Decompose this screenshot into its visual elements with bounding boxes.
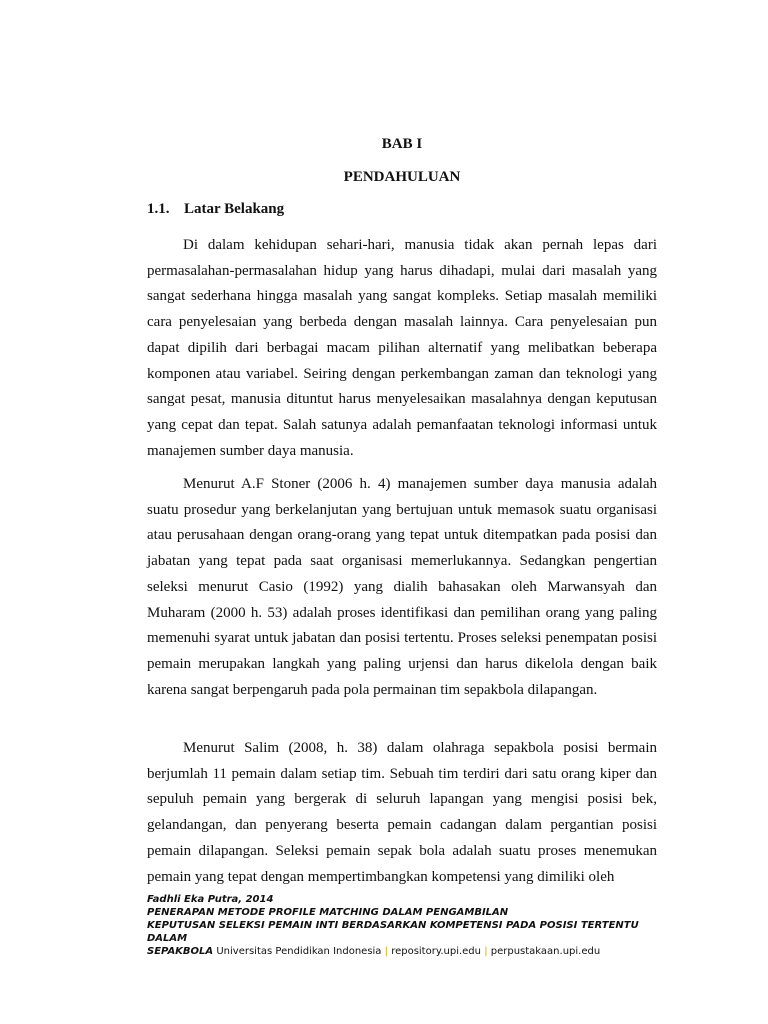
footer-separator-1: | [384, 946, 388, 957]
page-footer [147, 893, 667, 958]
section-number: 1.1. [147, 201, 170, 217]
footer-separator-2: | [484, 946, 488, 957]
footer-line-3 [147, 945, 667, 958]
paragraph-1: Di dalam kehidupan sehari-hari, manusia tidak akan pernah lepas dari permasalahan-permasalahan hidup yang harus dihadapi, mulai dari masalah yang sangat sederhana hingga masalah yang sangat kompleks. Setiap masalah memiliki cara penyelesaian yang berbeda dengan masalah lainnya. Cara penyelesaian pun dapat dipilih dari berbagai macam pilihan alternatif yang melibatkan beberapa komponen atau variabel. Seiring dengan perkembangan zaman dan teknologi yang sangat pesat, manusia dituntut harus menyelesaikan masalahnya dengan keputusan yang cepat dan tepat. Salah satunya adalah pemanfaatan teknologi informasi untuk manajemen sumber daya manusia. [147, 237, 657, 459]
footer-author: Fadhli Eka Putra, 2014 [147, 894, 274, 905]
footer-title-line-3: SEPAKBOLA [147, 946, 214, 957]
footer-title-line-1: PENERAPAN METODE PROFILE MATCHING DALAM PENGAMBILAN [147, 907, 509, 918]
footer-title-line-2: KEPUTUSAN SELEKSI PEMAIN INTI BERDASARKAN KOMPETENSI PADA POSISI TERTENTU DALAM [147, 920, 639, 944]
footer-university: Universitas Pendidikan Indonesia [216, 946, 382, 957]
footer-library-link[interactable]: perpustakaan.upi.edu [490, 946, 601, 957]
footer-repository-link[interactable]: repository.upi.edu [391, 946, 481, 957]
chapter-title: PENDAHULUAN [343, 169, 461, 185]
section-title: Latar Belakang [184, 201, 285, 217]
paragraph-2: Menurut A.F Stoner (2006 h. 4) manajemen sumber daya manusia adalah suatu prosedur yang berkelanjutan yang bertujuan untuk memasok suatu organisasi atau perusahaan dengan orang-orang yang tepat untuk ditempatkan pada posisi dan jabatan yang tepat pada saat organisasi memerlukannya. Sedangkan pengertian seleksi menurut Casio (1992) yang dialih bahasakan oleh Marwansyah dan Muharam (2000 h. 53) adalah proses identifikasi dan pemilihan orang yang paling memenuhi syarat untuk jabatan dan posisi tertentu. Proses seleksi penempatan posisi pemain merupakan langkah yang paling urjensi dan harus dikelola dengan baik karena sangat berpengaruh pada pola permainan tim sepakbola dilapangan. [147, 476, 657, 698]
paragraph-3: Menurut Salim (2008, h. 38) dalam olahraga sepakbola posisi bermain berjumlah 11 pemain dalam setiap tim. Sebuah tim terdiri dari satu orang kiper dan sepuluh pemain yang bergerak di seluruh lapangan yang mengisi posisi bek, gelandangan, dan penyerang beserta pemain cadangan dalam pergantian posisi pemain dilapangan. Seleksi pemain sepak bola adalah suatu proses menemukan pemain yang tepat dengan mempertimbangkan kompetensi yang dimiliki oleh [147, 740, 657, 885]
section-heading [147, 201, 284, 218]
chapter-label: BAB I [381, 136, 423, 152]
